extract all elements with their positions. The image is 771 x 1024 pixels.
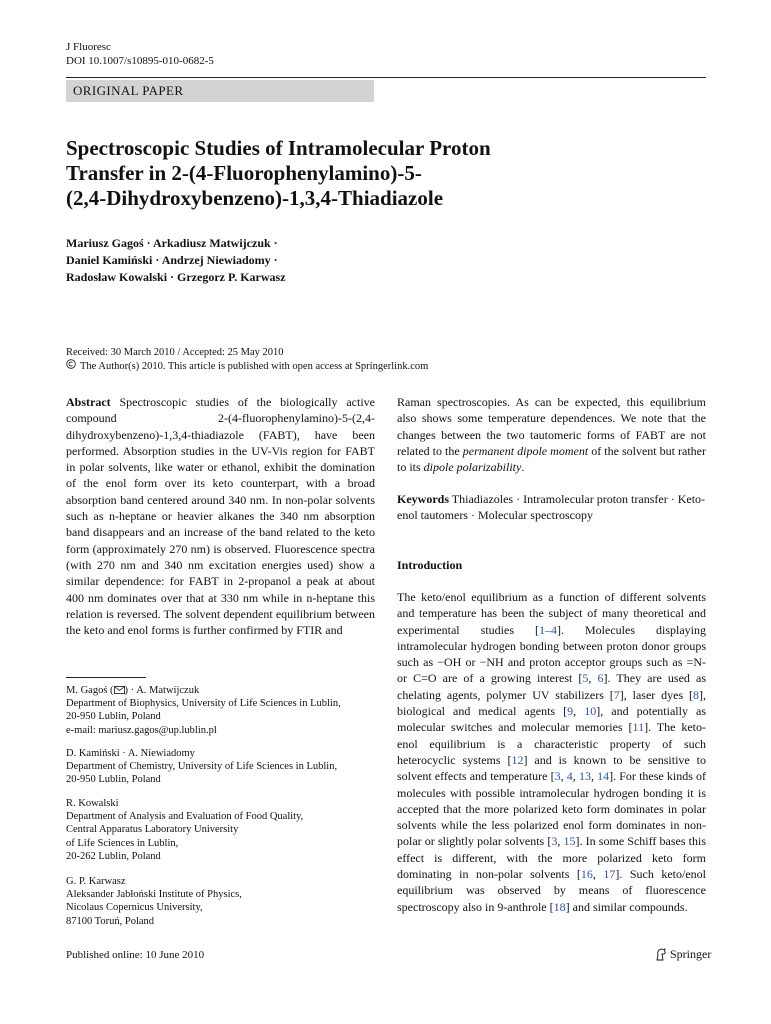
header-rule — [66, 77, 706, 78]
affiliation-names: R. Kowalski — [66, 798, 119, 809]
affiliation-line: Central Apparatus Laboratory University — [66, 824, 239, 836]
citation-link[interactable]: 6 — [597, 671, 604, 686]
keywords — [397, 491, 706, 524]
affiliation-block — [66, 875, 366, 928]
affiliation-line: Nicolaus Copernicus University, — [66, 902, 203, 914]
affiliation-line: of Life Sciences in Lublin, — [66, 837, 179, 849]
title-line-2: Transfer in 2-(4-Fluorophenylamino)-5- — [66, 161, 422, 185]
published-online-date: Published online: 10 June 2010 — [66, 949, 205, 961]
copyright-icon — [66, 359, 76, 373]
keywords-text: Thiadiazoles · Intramolecular proton transfer · Keto-enol tautomers · Molecular spectroscopy — [397, 492, 706, 523]
citation-link[interactable]: 3 — [551, 834, 558, 849]
copyright-text: The Author(s) 2010. This article is published with open access at Springerlink.com — [80, 360, 429, 372]
affiliation-line: 20-950 Lublin, Poland — [66, 711, 161, 723]
citation-link[interactable]: 10 — [584, 704, 597, 719]
citation-link[interactable]: 8 — [693, 687, 700, 702]
article-type-label: ORIGINAL PAPER — [73, 83, 184, 98]
affiliation-line: Aleksander Jabłoński Institute of Physics, — [66, 889, 242, 901]
affiliation-line: Department of Analysis and Evaluation of Food Quality, — [66, 811, 304, 823]
authors-line-2: Daniel Kamiński · Andrzej Niewiadomy · — [66, 253, 278, 267]
citation-link[interactable]: 18 — [553, 899, 566, 914]
doi[interactable]: DOI 10.1007/s10895-010-0682-5 — [66, 55, 214, 67]
affiliation-block — [66, 684, 366, 737]
citation-link[interactable]: 16 — [580, 867, 593, 882]
affiliation-line: Department of Biophysics, University of Life Sciences in Lublin, — [66, 698, 341, 710]
permanent-dipole-moment-emphasis: permanent dipole moment — [462, 443, 589, 458]
received-accepted-dates: Received: 30 March 2010 / Accepted: 25 May 2010 — [66, 347, 284, 358]
citation-link[interactable]: 13 — [578, 769, 591, 784]
abstract — [66, 394, 375, 638]
affiliation-names: M. Gagoś ( ) · A. Matwijczuk — [66, 685, 200, 696]
affiliation-names: D. Kamiński · A. Niewiadomy — [66, 748, 195, 759]
section-heading-introduction: Introduction — [397, 558, 463, 572]
authors-line-3: Radosław Kowalski · Grzegorz P. Karwasz — [66, 270, 286, 284]
publisher-logo — [655, 947, 711, 962]
affiliation-block — [66, 747, 366, 787]
affiliation-block — [66, 797, 366, 863]
affiliation-email[interactable]: e-mail: mariusz.gagos@up.lublin.pl — [66, 724, 217, 736]
affiliation-names: G. P. Karwasz — [66, 876, 126, 887]
citation-link[interactable]: 3 — [554, 769, 561, 784]
abstract-label: Abstract — [66, 395, 111, 409]
citation-link[interactable]: 12 — [511, 752, 524, 767]
citation-link[interactable]: 4 — [566, 769, 573, 784]
keywords-label: Keywords — [397, 492, 449, 506]
paper-title — [66, 136, 626, 211]
journal-name: J Fluoresc — [66, 41, 111, 53]
affiliation-line: 87100 Toruń, Poland — [66, 915, 155, 927]
affiliation-line: 20-950 Lublin, Poland — [66, 774, 161, 786]
dipole-polarizability-emphasis: dipole polarizability — [423, 460, 522, 475]
citation-link[interactable]: 1–4 — [539, 622, 557, 637]
springer-horse-icon — [655, 948, 667, 961]
citation-link[interactable]: 14 — [597, 769, 610, 784]
title-line-1: Spectroscopic Studies of Intramolecular Proton — [66, 136, 491, 160]
copyright-line — [66, 359, 428, 373]
citation-link[interactable]: 5 — [582, 671, 589, 686]
citation-link[interactable]: 7 — [613, 687, 620, 702]
citation-link[interactable]: 9 — [567, 704, 574, 719]
affiliation-line: Department of Chemistry, University of Life Sciences in Lublin, — [66, 761, 338, 773]
author-list — [66, 235, 466, 286]
citation-link[interactable]: 11 — [632, 720, 645, 735]
affiliation-rule — [66, 677, 146, 678]
affiliation-line: 20-262 Lublin, Poland — [66, 850, 161, 862]
abstract-continued: Raman spectroscopies. As can be expected, this equilibrium also shows some temperature dependences. We note that the changes between the two tautomeric forms of FABT are not related to the permanent dipole moment of the solvent but rather to its dipole polarizability. — [397, 395, 706, 475]
authors-line-1: Mariusz Gagoś · Arkadiusz Matwijczuk · — [66, 236, 278, 250]
abstract-body: Spectroscopic studies of the biologically active compound 2-(4-fluorophenylamino)-5-(2,4-dihydroxybenzeno)-1,3,4-thiadiazole (FABT), have been performed. Absorption studies in the UV-Vis region for FABT in polar solvents, like water or ethanol, exhibit the domination of the enol form over its keto counterpart, with a broad absorption band centered around 340 nm. In non-polar solvents such as n-heptane or heavier alkanes the 340 nm absorption band disappears and an increase of the band related to the keto form (approximately 270 nm) is observed. Fluorescence spectra (with 270 nm and 340 nm excitation energies used) show a similar dependence: for FABT in 2-propanol a peak at about 400 nm dominates over that at 330 nm while in n-heptane this relation is reversed. The solvent dependent equilibrium between the keto and enol forms is further confirmed by FTIR and — [66, 395, 375, 638]
citation-link[interactable]: 17 — [603, 867, 616, 882]
introduction-body: The keto/enol equilibrium as a function of different solvents and temperature has been the subject of many theoretical and experimental studies [1–4]. Molecules displaying intramolecular hydrogen bonding between proton donor groups such as −OH or −NH and proton acceptor groups such as =N- or C=O are of a growing interest [5, 6]. They are used as chelating agents, polymer UV stabilizers [7], laser dyes [8], biological and medical agents [9, 10], and potentially as molecular switches and molecular memories [11]. The keto-enol equilibrium is a characteristic property of such heterocyclic systems [12] and is known to be sensitive to solvent effects and temperature [3, 4, 13, 14]. For these kinds of molecules with possible intramolecular hydrogen bonding it is accepted that the more polarized keto form dominates in polar solvents while the less polarized enol form dominates in non-polar or slightly polar solvents [3, 15]. In some Schiff bases this effect is different, with the more polarized keto form dominating in non-polar solvents [16, 17]. Such keto/enol equilibrium was observed by means of fluorescence spectroscopy also in 9-anthrole [18] and similar compounds. — [397, 590, 707, 914]
title-line-3: (2,4-Dihydroxybenzeno)-1,3,4-Thiadiazole — [66, 186, 444, 210]
envelope-icon[interactable] — [114, 685, 125, 696]
article-type-banner — [66, 80, 374, 102]
publisher-name: Springer — [670, 947, 712, 961]
citation-link[interactable]: 15 — [563, 834, 576, 849]
